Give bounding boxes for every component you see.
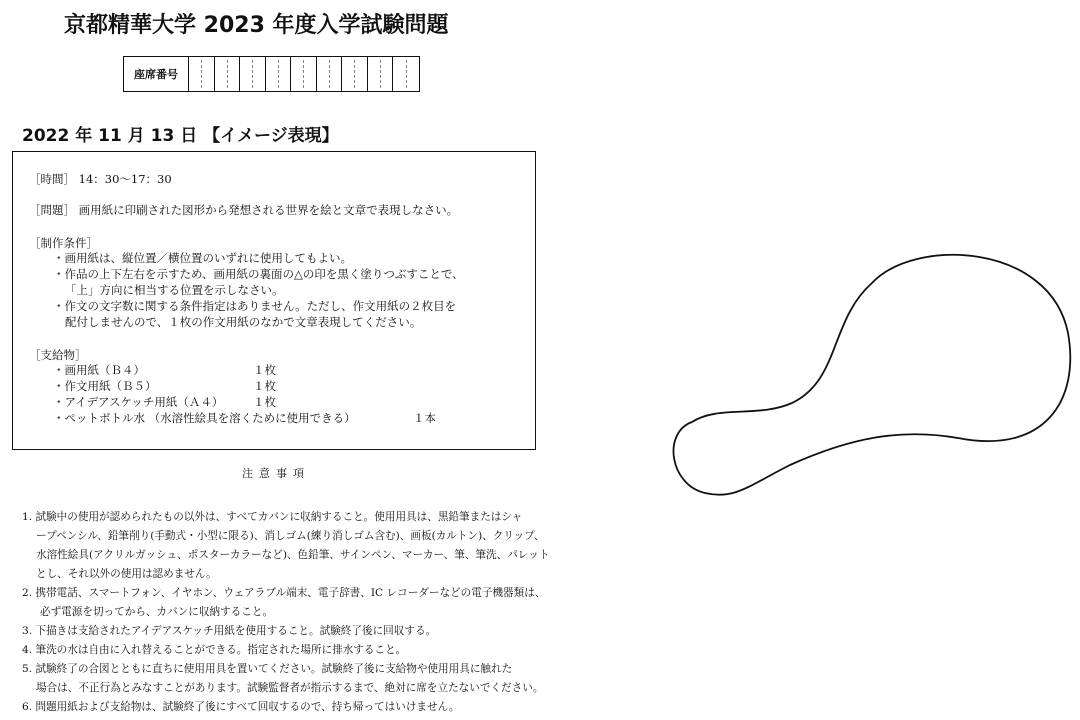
supply-quantity: １枚 (253, 379, 276, 393)
note-line: 5. 試験終了の合図とともに直ちに使用用具を置いてください。試験終了後に支給物や使用用具に触れた (22, 663, 513, 675)
supply-item: ・作文用紙（Ｂ５） (53, 379, 157, 393)
time-line: ［時間］ 14：30〜17：30 (29, 172, 172, 186)
note-line: 4. 筆洗の水は自由に入れ替えることができる。指定された場所に排水すること。 (22, 644, 407, 656)
seat-number-cell (189, 57, 215, 91)
exam-date-subject: 2022 年 11 月 13 日 【イメージ表現】 (22, 126, 339, 146)
supply-quantity: １本 (413, 411, 436, 425)
note-line: 2. 携帯電話、スマートフォン、イヤホン、ウェアラブル端末、電子辞書、IC レコーダーなどの電子機器類は、 (22, 587, 546, 599)
seat-number-cell (215, 57, 241, 91)
rounded-paddle-shape (673, 255, 1070, 495)
note-line: とし、それ以外の使用は認めません。 (36, 568, 217, 580)
supply-quantity: １枚 (253, 363, 276, 377)
note-line: ープペンシル、鉛筆削り(手動式・小型に限る)、消しゴム(練り消しゴム含む)、画板(カルトン)、クリップ、 (36, 530, 545, 542)
note-line: 水溶性絵具(アクリルガッシュ、ポスターカラーなど)、色鉛筆、サインペン、マーカー、筆、筆洗、パレット (36, 549, 550, 561)
notes-title: 注意事項 (242, 467, 310, 480)
conditions-title: ［制作条件］ (29, 236, 98, 250)
supply-item: ・画用紙（Ｂ４） (53, 363, 145, 377)
supply-item: ・ペットボトル水 （水溶性絵具を溶くために使用できる） (53, 411, 356, 425)
printed-figure-outline (640, 250, 1080, 510)
seat-number-cell (393, 57, 419, 91)
condition-line: ・作文の文字数に関する条件指定はありません。ただし、作文用紙の２枚目を (53, 299, 457, 313)
exam-instructions-box (12, 151, 536, 450)
seat-number-cell (317, 57, 343, 91)
seat-number-cell (266, 57, 292, 91)
condition-line: 「上」方向に相当する位置を示しなさい。 (65, 283, 284, 297)
seat-number-label: 座席番号 (124, 57, 189, 91)
exam-title: 京都精華大学 2023 年度入学試験問題 (64, 13, 449, 38)
note-line: 1. 試験中の使用が認められたもの以外は、すべてカバンに収納すること。使用用具は、黒鉛筆またはシャ (22, 511, 523, 523)
seat-number-box (123, 56, 420, 92)
condition-line: ・画用紙は、縦位置／横位置のいずれに使用してもよい。 (53, 251, 352, 265)
note-line: 3. 下描きは支給されたアイデアスケッチ用紙を使用すること。試験終了後に回収する。 (22, 625, 437, 637)
note-line: 6. 問題用紙および支給物は、試験終了後にすべて回収するので、持ち帰ってはいけません。 (22, 701, 460, 713)
note-line: 場合は、不正行為とみなすことがあります。試験監督者が指示するまで、絶対に席を立たないでください。 (36, 682, 544, 694)
note-line: 必ず電源を切ってから、カバンに収納すること。 (40, 606, 274, 618)
seat-number-cell (342, 57, 368, 91)
condition-line: 配付しませんので、１枚の作文用紙のなかで文章表現してください。 (65, 315, 422, 329)
seat-number-cell (240, 57, 266, 91)
seat-number-cell (368, 57, 394, 91)
question-line: ［問題］ 画用紙に印刷された図形から発想される世界を絵と文章で表現しなさい。 (29, 203, 459, 217)
condition-line: ・作品の上下左右を示すため、画用紙の裏面の△の印を黒く塗りつぶすことで、 (53, 267, 464, 281)
supplies-title: ［支給物］ (29, 348, 87, 362)
supply-quantity: １枚 (253, 395, 276, 409)
supply-item: ・アイデアスケッチ用紙（Ａ４） (53, 395, 224, 409)
seat-number-cell (291, 57, 317, 91)
